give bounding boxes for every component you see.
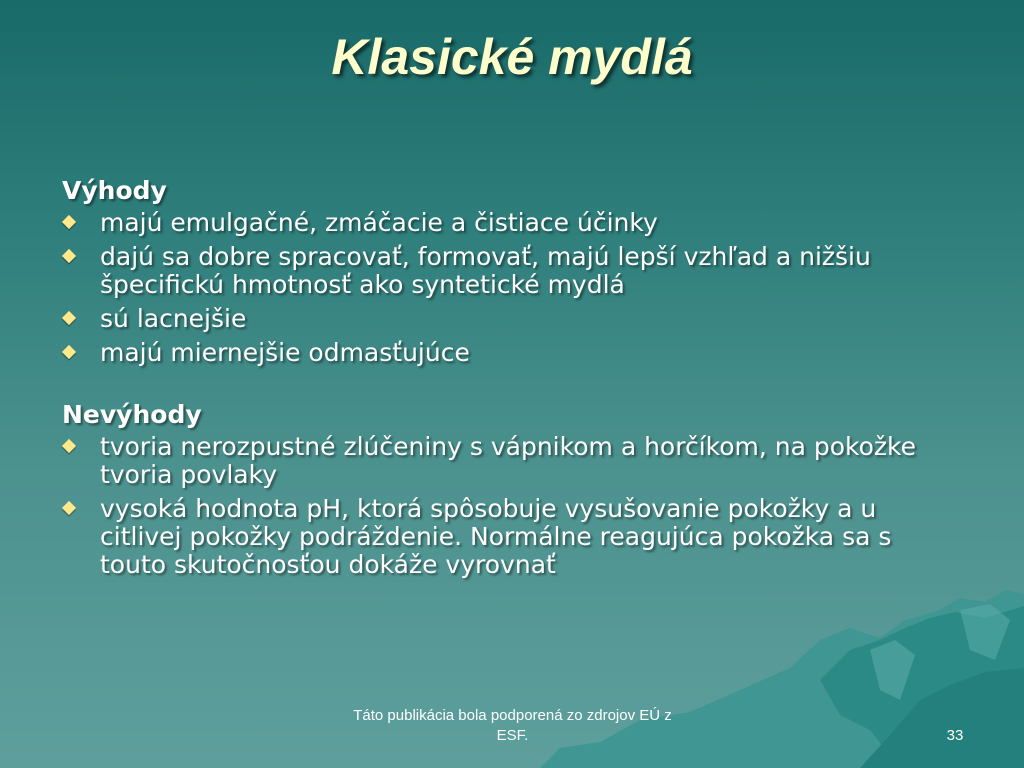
diamond-bullet-icon — [62, 311, 76, 325]
footer-note: Táto publikácia bola podporená zo zdrojov EÚ z ESF. — [353, 707, 672, 744]
slide-title: Klasické mydlá — [331, 29, 693, 85]
list-item-text: dajú sa dobre spracovať, formovať, majú lepší vzhľad a nižšiu špecifickú hmotnosť ako syntetické mydlá — [100, 242, 871, 299]
disadvantages-heading: Nevýhody — [62, 400, 202, 429]
diamond-bullet-icon — [62, 249, 76, 263]
list-item-text: tvoria nerozpustné zlúčeniny s vápnikom a horčíkom, na pokožke tvoria povlaky — [100, 432, 917, 489]
list-item — [62, 495, 962, 579]
diamond-bullet-icon — [62, 501, 76, 515]
diamond-bullet-icon — [62, 439, 76, 453]
list-item — [62, 305, 962, 333]
list-item — [62, 433, 962, 489]
list-item-text: majú miernejšie odmasťujúce — [100, 338, 470, 367]
list-item — [62, 339, 962, 367]
diamond-bullet-icon — [62, 215, 76, 229]
list-item-text: majú emulgačné, zmáčacie a čistiace účinky — [100, 208, 658, 237]
list-item-text: vysoká hodnota pH, ktorá spôsobuje vysušovanie pokožky a u citlivej pokožky podráždenie. Normálne reagujúca pokožka sa s touto skutočnosťou dokáže vyrovnať — [100, 494, 892, 579]
list-item-text: sú lacnejšie — [100, 304, 247, 333]
diamond-bullet-icon — [62, 345, 76, 359]
list-item — [62, 243, 962, 299]
disadvantages-list — [62, 433, 962, 579]
advantages-heading: Výhody — [62, 176, 167, 205]
page-number: 33 — [946, 727, 964, 744]
slide-content — [62, 177, 962, 585]
list-item — [62, 209, 962, 237]
advantages-list — [62, 209, 962, 367]
